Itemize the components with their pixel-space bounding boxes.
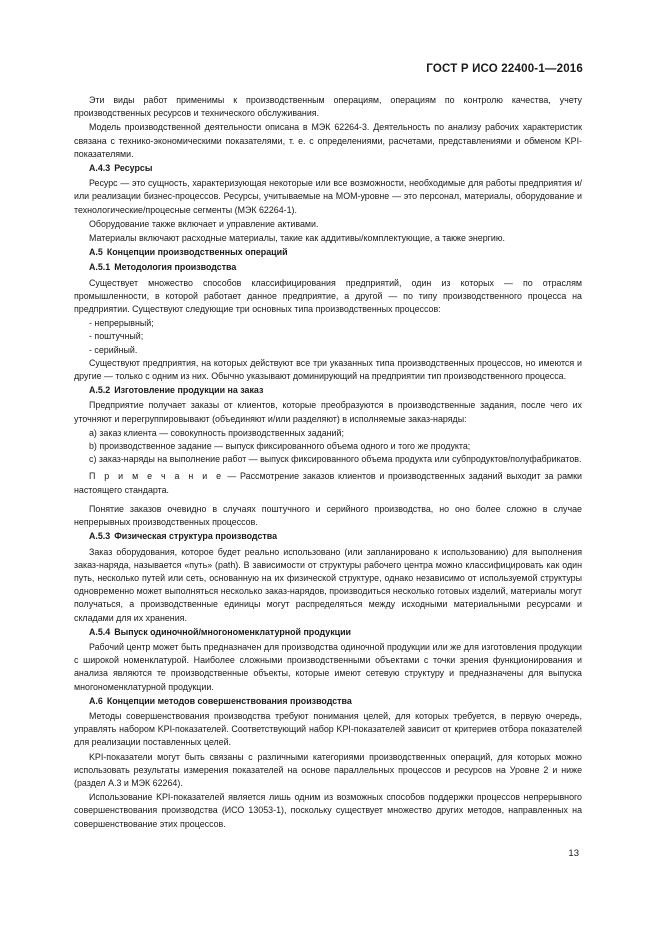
body-paragraph: Использование KPI-показателей является лишь одним из возможных способов поддержки процессов непрерывного совершенствования производства (ИСО 13053-1), поскольку существует множество других методов, направленных на совершенствование этих процессов. [74,792,582,829]
section-number: А.4.3 [89,163,111,174]
section-number: А.5.2 [89,385,111,396]
section-heading [74,384,582,397]
section-title: Концепции методов совершенствования производства [106,695,352,706]
body-paragraph: Заказ оборудования, которое будет реально использовано (или запланировано к использованию) для выполнения заказ-наряда, называется «путь» (path). В зависимости от структуры рабочего центра можно классифицировать как один путь, несколько путей или сеть, основанную на их физической структуре, однако независимо от используемой структуры одновременно может выполняться несколько заказ-нарядов, производиться несколько готовых изделий, материалы могут получаться, а производственные единицы могут распределяться между исходными материальными ресурсами и складами для их хранения. [74,546,582,623]
section-number: А.5 [89,247,103,258]
list-item: b) производственное задание — выпуск фиксированного объема одного и того же продукта; [89,441,471,452]
list-item: а) заказ клиента — совокупность производственных заданий; [89,427,344,438]
section-heading [74,530,582,543]
section-heading [74,626,582,639]
page-body [74,94,582,832]
section-title: Концепции производственных операций [106,247,288,258]
list-item: - серийный. [89,344,138,355]
body-paragraph: Модель производственной деятельности описана в МЭК 62264-3. Деятельность по анализу рабочих характеристик связана с технико-экономическими показателями, т. е. с определениями, расчетами, представлениями и обменом KPI-показателями. [74,122,582,159]
body-paragraph: Методы совершенствования производства требуют понимания целей, для которых требуется, в первую очередь, управлять набором KPI-показателей. Соответствующий набор KPI-показателей зависит от критериев отбора показателей для реализации поставленных целей. [74,710,582,748]
page-number: 13 [568,848,579,859]
note-text: — Рассмотрение заказов клиентов и производственных заданий выходит за рамки настоящего стандарта. [74,471,582,495]
body-paragraph: KPI-показатели могут быть связаны с различными категориями производственных операций, для которых можно использовать результаты измерения показателей на основе параллельных процессов и ресурсов на Уровне 2 и ниже (раздел А.3 и МЭК 62264). [74,751,582,788]
body-paragraph: Эти виды работ применимы к производственным операциям, операциям по контролю качества, учету производственных ресурсов и технического обслуживания. [74,95,582,119]
list-item: - непрерывный; [89,318,154,329]
section-number: А.5.3 [89,531,111,542]
note-paragraph [74,470,582,496]
section-heading [74,261,582,274]
body-paragraph: Существует множество способов классифицирования предприятий, один из которых — по отраслям промышленности, в которой работает данное предприятие, а другой — по типу производственного процесса на предприятии. Существуют следующие три основных типа производственных процессов: [74,277,582,315]
section-heading [74,246,582,259]
body-paragraph: Оборудование также включает и управление активами. [89,218,319,229]
list-item: - поштучный; [89,331,144,342]
section-title: Ресурсы [114,163,153,174]
body-paragraph: Рабочий центр может быть предназначен для производства одиночной продукции или же для изготовления продукции с широкой номенклатурой. Наиболее сложными производственными объектами с точки зрения функционирования и анализа являются те производственные объекты, которые имеют сетевую структуру и предназначены для выпуска многономенклатурной продукции. [74,641,582,692]
section-heading [74,695,582,708]
section-title: Изготовление продукции на заказ [114,385,264,396]
section-number: А.5.4 [89,626,111,637]
standard-designation: ГОСТ Р ИСО 22400-1—2016 [426,63,583,75]
body-paragraph: Понятие заказов очевидно в случаях поштучного и серийного производства, но оно более сложно в случае непрерывных производственных процессов. [74,503,582,528]
body-paragraph: c) заказ-наряды на выполнение работ — выпуск фиксированного объема продукта или субпродуктов/полуфабрикатов. [89,454,582,465]
section-title: Физическая структура производства [114,531,278,542]
body-paragraph: Существуют предприятия, на которых действуют все три указанных типа производственных процессов, но имеются и другие — только с одним из них. Обычно указывают доминирующий на предприятии тип производственного процесса. [74,357,582,382]
body-paragraph: Материалы включают расходные материалы, такие как аддитивы/комплектующие, а также энергию. [89,233,505,244]
section-heading [74,162,582,175]
section-title: Выпуск одиночной/многономенклатурной продукции [114,626,352,637]
section-title: Методология производства [114,262,237,273]
section-number: А.5.1 [89,262,111,273]
body-paragraph: Предприятие получает заказы от клиентов, которые преобразуются в производственные задания, после чего их уточняют и перегруппировывают (объединяют и/или разделяют) в исполняемые заказ-наряды: [74,400,582,424]
note-label: П р и м е ч а н и е [89,471,224,482]
body-paragraph: Ресурс — это сущность, характеризующая некоторые или все возможности, необходимые для работы предприятия и/или реализации бизнес-процессов. Ресурсы, учитываемые на МОМ-уровне — это персонал, материалы, оборудование и технологические/процесные сегменты (МЭК 62264-1). [74,178,582,215]
section-number: А.6 [89,695,103,706]
